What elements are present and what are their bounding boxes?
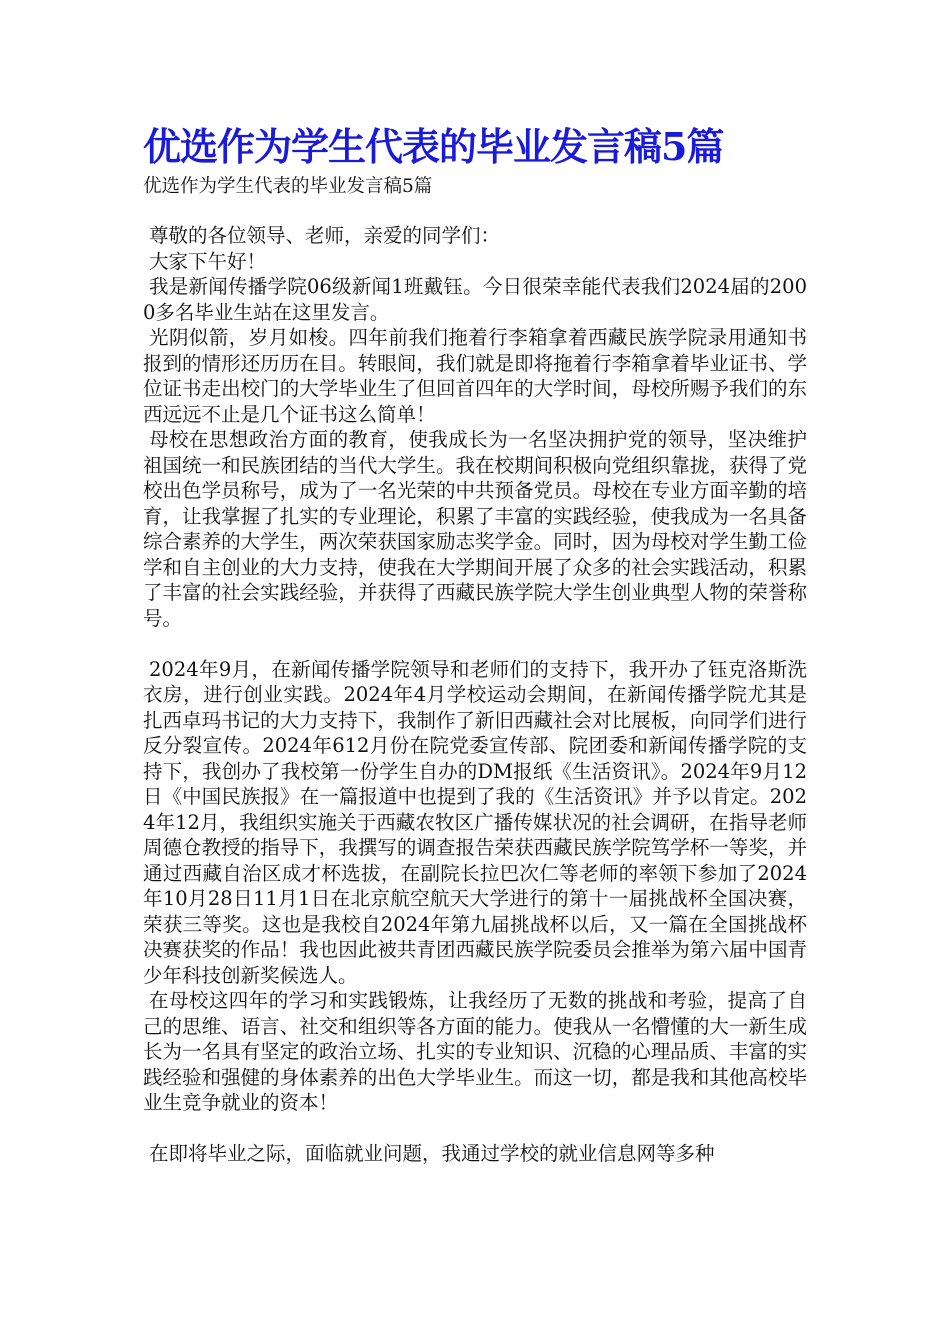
- paragraph-salutation: 尊敬的各位领导、老师，亲爱的同学们：: [149, 224, 501, 247]
- paragraph-introduction: 我是新闻传播学院06级新闻1班戴钰。今日很荣幸能代表我们2024届的2000多名毕业生站在这里发言。: [143, 275, 807, 324]
- paragraph-education: 母校在思想政治方面的教育，使我成长为一名坚决拥护党的领导，坚决维护祖国统一和民族团结的当代大学生。我在校期间积极向党组织靠拢，获得了党校出色学员称号，成为了一名光荣的中共预备党员。母校在专业方面辛勤的培育，让我掌握了扎实的专业理论，积累了丰富的实践经验，使我成为一名具备综合素养的大学生，两次荣获国家励志奖学金。同时，因为母校对学生勤工俭学和自主创业的大力支持，使我在大学期间开展了众多的社会实践活动，积累了丰富的社会实践经验，并获得了西藏民族学院大学生创业典型人物的荣誉称号。: [143, 428, 807, 630]
- paragraph-growth: 在母校这四年的学习和实践锻炼，让我经历了无数的挑战和考验，提高了自己的思维、语言、社交和组织等各方面的能力。使我从一名懵懂的大一新生成长为一名具有坚定的政治立场、扎实的专业知识、沉稳的心理品质、丰富的实践经验和强健的身体素养的出色大学毕业生。而这一切，都是我和其他高校毕业生竞争就业的资本！: [143, 989, 807, 1114]
- document-subtitle: 优选作为学生代表的毕业发言稿5篇: [143, 176, 433, 197]
- paragraph-reflection: 光阴似箭，岁月如梭。四年前我们拖着行李箱拿着西藏民族学院录用通知书报到的情形还历历在目。转眼间，我们就是即将拖着行李箱拿着毕业证书、学位证书走出校门的大学毕业生了但回首四年的大学时间，母校所赐予我们的东西远远不止是几个证书这么简单！: [143, 326, 807, 426]
- document-page: [143, 120, 807, 1167]
- paragraph-greeting: 大家下午好！: [149, 249, 267, 273]
- paragraph-gap: [143, 1116, 807, 1142]
- document-body: [143, 223, 807, 1167]
- paragraph-gap: [143, 631, 807, 657]
- paragraph-employment: 在即将毕业之际，面临就业问题，我通过学校的就业信息网等多种: [149, 1142, 715, 1165]
- paragraph-achievements: 2024年9月，在新闻传播学院领导和老师们的支持下，我开办了钰克洛斯洗衣房，进行创业实践。2024年4月学校运动会期间，在新闻传播学院尤其是扎西卓玛书记的大力支持下，我制作了新旧西藏社会对比展板，向同学们进行反分裂宣传。2024年612月份在院党委宣传部、院团委和新闻传播学院的支持下，我创办了我校第一份学生自办的DM报纸《生活资讯》。2024年9月12日《中国民族报》在一篇报道中也提到了我的《生活资讯》并予以肯定。2024年12月，我组织实施关于西藏农牧区广播传媒状况的社会调研，在指导老师周德仓教授的指导下，我撰写的调查报告荣获西藏民族学院笃学杯一等奖，并通过西藏自治区成才杯选拔，在副院长拉巴次仁等老师的率领下参加了2024年10月28日11月1日在北京航空航天大学进行的第十一届挑战杯全国决赛，荣获三等奖。这也是我校自2024年第九届挑战杯以后，又一篇在全国挑战杯决赛获奖的作品！我也因此被共青团西藏民族学院委员会推举为第六届中国青少年科技创新奖候选人。: [143, 657, 807, 987]
- document-title: 优选作为学生代表的毕业发言稿5篇: [143, 124, 724, 169]
